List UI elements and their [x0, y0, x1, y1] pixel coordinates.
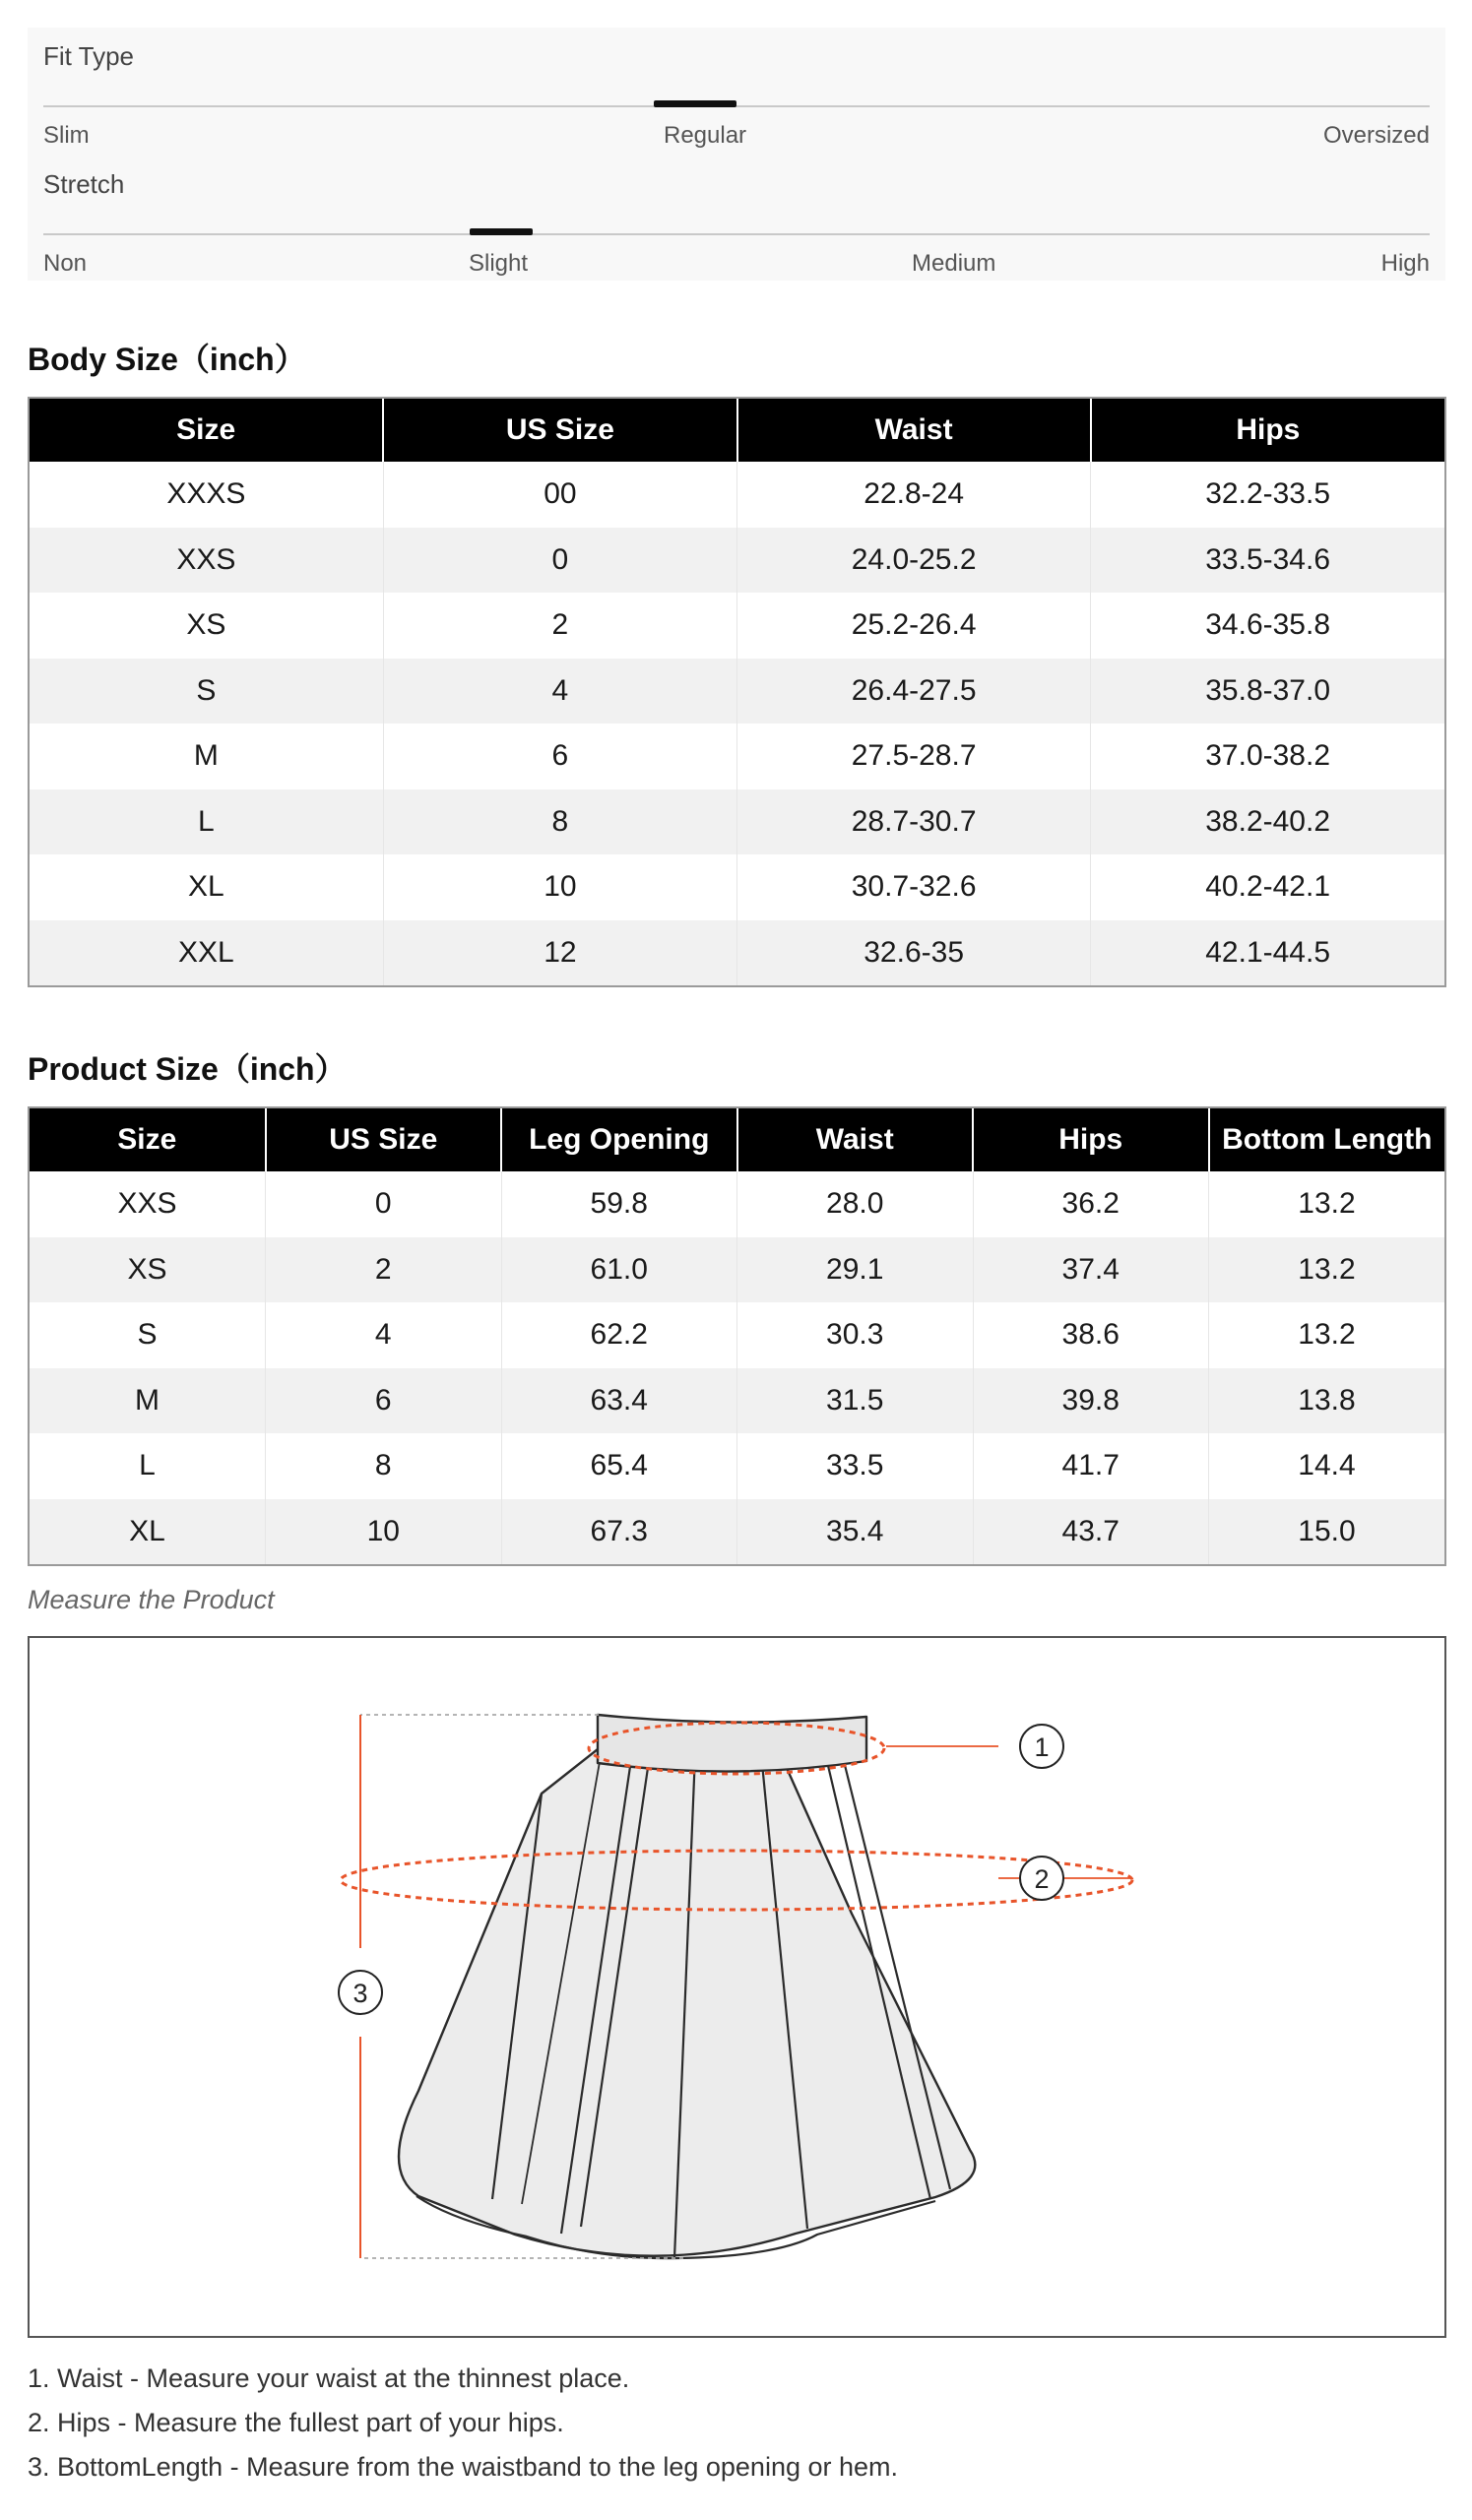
fit-type-scale — [43, 41, 1430, 150]
body-size-cell: 27.5-28.7 — [737, 724, 1091, 789]
fit-type-label-slim: Slim — [43, 122, 90, 149]
table-row — [30, 1237, 1444, 1303]
product-size-cell: 13.8 — [1209, 1368, 1445, 1434]
product-size-table — [28, 1106, 1446, 1566]
product-size-cell: S — [30, 1302, 266, 1368]
stretch-label-slight: Slight — [469, 250, 529, 277]
body-size-cell: 33.5-34.6 — [1091, 528, 1444, 594]
product-size-cell: M — [30, 1368, 266, 1434]
body-size-header-2: Waist — [737, 399, 1091, 462]
product-size-title: Product Size（inch） — [28, 1051, 347, 1087]
product-size-cell: 2 — [266, 1237, 502, 1303]
product-size-cell: 29.1 — [737, 1237, 974, 1303]
product-size-cell: 6 — [266, 1368, 502, 1434]
body-size-title: Body Size（inch） — [28, 342, 306, 377]
body-size-cell: 24.0-25.2 — [737, 528, 1091, 594]
body-size-header-3: Hips — [1091, 399, 1444, 462]
measurement-diagram — [28, 1636, 1446, 2338]
product-size-cell: 43.7 — [973, 1499, 1209, 1565]
table-row — [30, 659, 1444, 724]
body-size-cell: XXXS — [30, 462, 383, 528]
body-size-cell: 38.2-40.2 — [1091, 789, 1444, 855]
body-size-table — [28, 397, 1446, 987]
product-size-header-5: Bottom Length — [1209, 1108, 1445, 1171]
product-size-cell: 37.4 — [973, 1237, 1209, 1303]
body-size-cell: L — [30, 789, 383, 855]
body-size-cell: 26.4-27.5 — [737, 659, 1091, 724]
table-row — [30, 1499, 1444, 1565]
stretch-scale — [43, 169, 1430, 278]
body-size-cell: 00 — [383, 462, 736, 528]
table-row — [30, 1302, 1444, 1368]
note-waist: 1. Waist - Measure your waist at the thinnest place. — [28, 2363, 630, 2393]
body-size-cell: 40.2-42.1 — [1091, 854, 1444, 920]
stretch-label-high: High — [1380, 250, 1430, 277]
body-size-cell: 32.6-35 — [737, 920, 1091, 986]
product-size-header-1: US Size — [266, 1108, 502, 1171]
body-size-cell: 30.7-32.6 — [737, 854, 1091, 920]
body-size-cell: XS — [30, 593, 383, 659]
body-size-cell: XXS — [30, 528, 383, 594]
product-size-cell: 67.3 — [501, 1499, 737, 1565]
body-size-header-row — [30, 399, 1444, 462]
body-size-cell: 25.2-26.4 — [737, 593, 1091, 659]
product-size-cell: 59.8 — [501, 1171, 737, 1237]
table-row — [30, 593, 1444, 659]
table-row — [30, 789, 1444, 855]
product-size-cell: XXS — [30, 1171, 266, 1237]
body-size-cell: 8 — [383, 789, 736, 855]
product-size-cell: 10 — [266, 1499, 502, 1565]
product-size-cell: 38.6 — [973, 1302, 1209, 1368]
fit-type-label-oversized: Oversized — [1322, 122, 1430, 149]
product-size-cell: 35.4 — [737, 1499, 974, 1565]
product-size-cell: XL — [30, 1499, 266, 1565]
body-size-cell: 12 — [383, 920, 736, 986]
product-size-cell: 15.0 — [1209, 1499, 1445, 1565]
table-row — [30, 1368, 1444, 1434]
product-size-header-3: Waist — [737, 1108, 974, 1171]
table-row — [30, 462, 1444, 528]
product-size-cell: 31.5 — [737, 1368, 974, 1434]
body-size-cell: 0 — [383, 528, 736, 594]
product-size-cell: 13.2 — [1209, 1171, 1445, 1237]
product-size-cell: 13.2 — [1209, 1237, 1445, 1303]
body-size-cell: 4 — [383, 659, 736, 724]
body-size-cell: S — [30, 659, 383, 724]
body-size-cell: M — [30, 724, 383, 789]
marker-1-label: 1 — [1034, 1732, 1050, 1762]
body-size-cell: 32.2-33.5 — [1091, 462, 1444, 528]
product-size-cell: 0 — [266, 1171, 502, 1237]
product-size-cell: 14.4 — [1209, 1433, 1445, 1499]
table-row — [30, 920, 1444, 986]
product-size-header-row — [30, 1108, 1444, 1171]
table-row — [30, 1433, 1444, 1499]
product-size-cell: 65.4 — [501, 1433, 737, 1499]
product-size-cell: 28.0 — [737, 1171, 974, 1237]
product-size-cell: 41.7 — [973, 1433, 1209, 1499]
body-size-cell: 35.8-37.0 — [1091, 659, 1444, 724]
fit-type-track — [43, 105, 1430, 107]
marker-3-label: 3 — [352, 1979, 368, 2008]
product-size-header-0: Size — [30, 1108, 266, 1171]
product-size-header-4: Hips — [973, 1108, 1209, 1171]
note-hips: 2. Hips - Measure the fullest part of your hips. — [28, 2408, 564, 2437]
product-size-cell: 13.2 — [1209, 1302, 1445, 1368]
product-size-cell: L — [30, 1433, 266, 1499]
product-size-cell: XS — [30, 1237, 266, 1303]
stretch-title: Stretch — [43, 169, 125, 199]
table-row — [30, 724, 1444, 789]
product-size-cell: 4 — [266, 1302, 502, 1368]
note-bottom-length: 3. BottomLength - Measure from the waistband to the leg opening or hem. — [28, 2452, 899, 2482]
measure-caption: Measure the Product — [28, 1585, 275, 1614]
body-size-cell: 42.1-44.5 — [1091, 920, 1444, 986]
stretch-label-non: Non — [43, 250, 88, 277]
stretch-track — [43, 233, 1430, 235]
fit-panel — [28, 28, 1445, 281]
product-size-cell: 36.2 — [973, 1171, 1209, 1237]
body-size-cell: XXL — [30, 920, 383, 986]
fit-type-title: Fit Type — [43, 41, 135, 71]
marker-2-label: 2 — [1034, 1864, 1050, 1894]
product-size-header-2: Leg Opening — [501, 1108, 737, 1171]
body-size-cell: 6 — [383, 724, 736, 789]
measurement-notes — [28, 2361, 1445, 2493]
body-size-cell: 22.8-24 — [737, 462, 1091, 528]
product-size-cell: 30.3 — [737, 1302, 974, 1368]
body-size-cell: 2 — [383, 593, 736, 659]
product-size-cell: 63.4 — [501, 1368, 737, 1434]
product-size-cell: 33.5 — [737, 1433, 974, 1499]
table-row — [30, 528, 1444, 594]
body-size-header-0: Size — [30, 399, 383, 462]
fit-type-indicator — [654, 100, 736, 107]
fit-type-label-regular: Regular — [664, 122, 747, 149]
skirt-diagram-icon — [30, 1638, 1444, 2336]
body-size-header-1: US Size — [383, 399, 736, 462]
table-row — [30, 854, 1444, 920]
product-size-cell: 8 — [266, 1433, 502, 1499]
body-size-cell: 37.0-38.2 — [1091, 724, 1444, 789]
body-size-cell: XL — [30, 854, 383, 920]
product-size-cell: 62.2 — [501, 1302, 737, 1368]
body-size-cell: 10 — [383, 854, 736, 920]
stretch-indicator — [470, 228, 533, 235]
product-size-cell: 61.0 — [501, 1237, 737, 1303]
stretch-label-medium: Medium — [912, 250, 996, 277]
table-row — [30, 1171, 1444, 1237]
body-size-cell: 28.7-30.7 — [737, 789, 1091, 855]
skirt-body-shape — [399, 1748, 975, 2256]
product-size-cell: 39.8 — [973, 1368, 1209, 1434]
body-size-cell: 34.6-35.8 — [1091, 593, 1444, 659]
